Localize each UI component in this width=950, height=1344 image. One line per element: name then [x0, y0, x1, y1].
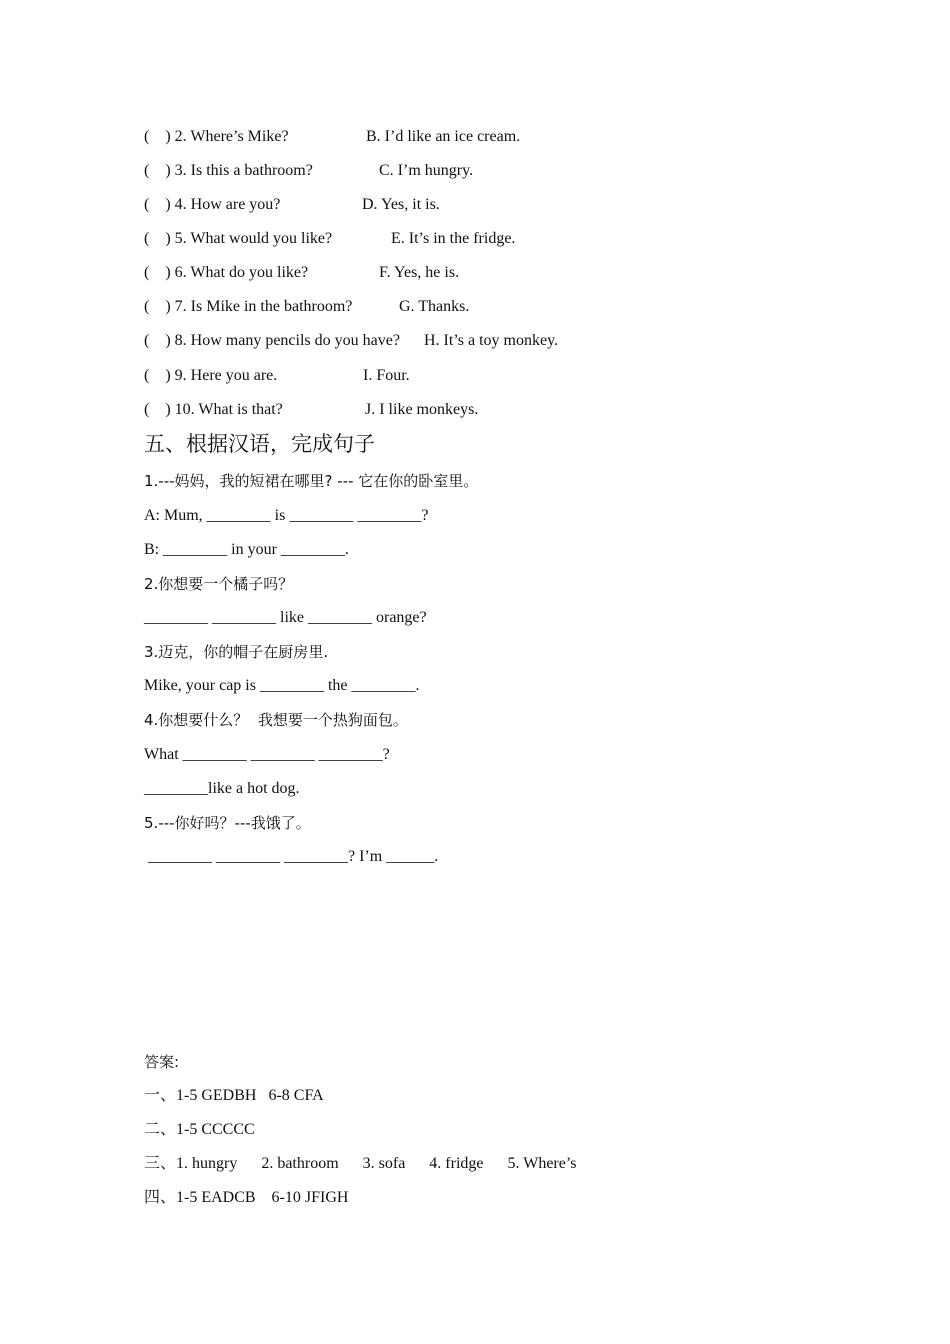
exercise-line: ________like a hot dog. [144, 780, 300, 797]
matching-answer: D. Yes, it is. [362, 196, 440, 213]
answer-line: 三、1. hungry 2. bathroom 3. sofa 4. fridge 5. Where’s [144, 1155, 577, 1172]
matching-question: ( ) 5. What would you like? [144, 230, 333, 247]
exercise-line: ________ ________ like ________ orange? [144, 609, 427, 626]
exercise-line: Mike, your cap is ________ the ________. [144, 677, 420, 694]
matching-question: ( ) 3. Is this a bathroom? [144, 162, 313, 179]
matching-question: ( ) 2. Where’s Mike? [144, 128, 289, 145]
matching-question: ( ) 4. How are you? [144, 196, 281, 213]
exercise-line: B: ________ in your ________. [144, 541, 349, 558]
matching-question: ( ) 7. Is Mike in the bathroom? [144, 298, 353, 315]
exercise-line: 3.迈克，你的帽子在厨房里. [144, 643, 329, 661]
exercise-line: 2.你想要一个橘子吗？ [144, 575, 294, 593]
answer-line: 四、1-5 EADCB 6-10 JFIGH [144, 1189, 349, 1206]
matching-answer: G. Thanks. [399, 298, 470, 315]
section-title: 五、根据汉语，完成句子 [144, 432, 375, 456]
matching-question: ( ) 10. What is that? [144, 401, 283, 418]
answer-line: 二、1-5 CCCCC [144, 1121, 255, 1138]
matching-question: ( ) 6. What do you like? [144, 264, 309, 281]
answer-heading: 答案: [144, 1053, 180, 1071]
exercise-line: ________ ________ ________? I’m ______. [144, 848, 439, 865]
exercise-line: 1.---妈妈，我的短裙在哪里? --- 它在你的卧室里。 [144, 472, 479, 490]
exercise-line: What ________ ________ ________? [144, 746, 390, 763]
matching-question: ( ) 8. How many pencils do you have? [144, 332, 400, 349]
matching-answer: H. It’s a toy monkey. [424, 332, 559, 349]
matching-answer: E. It’s in the fridge. [391, 230, 516, 247]
matching-answer: B. I’d like an ice cream. [366, 128, 521, 145]
matching-answer: I. Four. [363, 367, 410, 384]
matching-answer: J. I like monkeys. [365, 401, 479, 418]
matching-answer: F. Yes, he is. [379, 264, 460, 281]
exercise-line: 4.你想要什么？ 我想要一个热狗面包。 [144, 711, 408, 729]
exercise-line: A: Mum, ________ is ________ ________? [144, 507, 429, 524]
matching-question: ( ) 9. Here you are. [144, 367, 278, 384]
answer-line: 一、1-5 GEDBH 6-8 CFA [144, 1087, 324, 1104]
matching-answer: C. I’m hungry. [379, 162, 474, 179]
exercise-line: 5.---你好吗？---我饿了。 [144, 814, 311, 832]
